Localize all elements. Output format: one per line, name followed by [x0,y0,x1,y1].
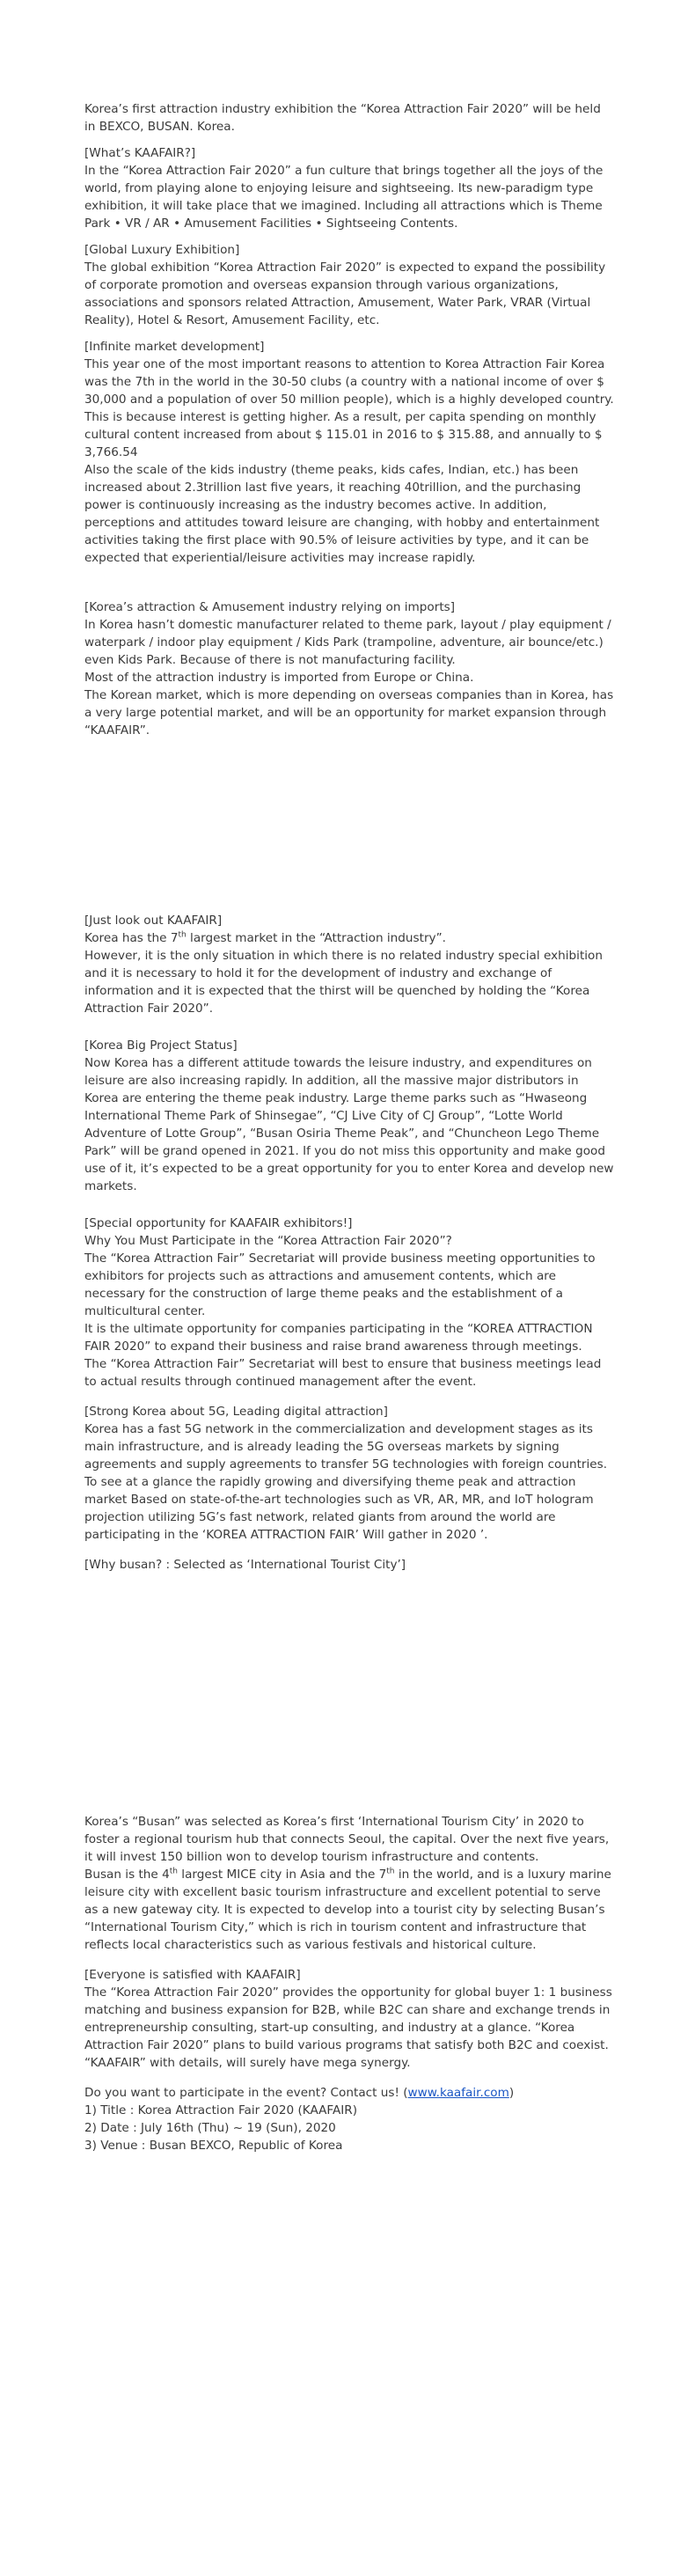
section-paragraph: “KAAFAIR” with details, will surely have mega synergy. [84,2056,411,2070]
website-link[interactable]: www.kaafair.com [407,2086,509,2100]
section-contact [84,2084,614,2154]
section-heading: [Why busan? : Selected as ‘International Tourist City’] [84,1558,406,1572]
section-market-development [84,338,614,567]
section-special-opportunity [84,1215,614,1391]
section-heading: [Korea Big Project Status] [84,1038,238,1053]
section-paragraph: This year one of the most important reasons to attention to Korea Attraction Fair Korea was the 7th in the world in the 30-50 clubs (a country with a national income of over $ 30,000 and a population of over 50 million people), which is a highly developed country. This is because interest is getting higher. As a result, per capita spending on monthly cultural content increased from about $ 115.01 in 2016 to $ 315.88, and annually to $ 3,766.54 [84,357,614,459]
section-why-busan [84,1556,614,1954]
section-paragraph: Now Korea has a different attitude towards the leisure industry, and expenditures on leisure are also increasing rapidly. In addition, all the massive major distributors in Korea are entering the theme peak industry. Large theme parks such as “Hwaseong International Theme Park of Shinsegae”, “CJ Live City of CJ Group”, “Lotte World Adventure of Lotte Group”, “Busan Osiria Theme Peak”, and “Chuncheon Lego Theme Park” will be grand opened in 2021. If you do not miss this opportunity and make good use of it, it’s expected to be a great opportunity for you to enter Korea and develop new markets. [84,1056,614,1193]
event-date-item: 2) Date : July 16th (Thu) ~ 19 (Sun), 2020 [84,2121,336,2135]
event-title-item: 1) Title : Korea Attraction Fair 2020 (KAAFAIR) [84,2103,358,2117]
section-paragraph: In the “Korea Attraction Fair 2020” a fun culture that brings together all the joys of the world, from playing alone to enjoying leisure and sightseeing. Its new-paradigm type exhibition, it will take place that we imagined. Including all attractions which is Theme Park • VR / AR • Amusement Facilities • Sightseeing Contents. [84,164,604,231]
section-paragraph: Why You Must Participate in the “Korea Attraction Fair 2020”? [84,1234,452,1248]
intro-paragraph: Korea’s first attraction industry exhibition the “Korea Attraction Fair 2020” will be held in BEXCO, BUSAN. Korea. [84,102,601,134]
section-paragraph: It is the ultimate opportunity for companies participating in the “KOREA ATTRACTION FAIR 2020” to expand their business and raise brand awareness through meetings. [84,1322,593,1354]
section-paragraph: The global exhibition “Korea Attraction Fair 2020” is expected to expand the possibility of corporate promotion and overseas expansion through various organizations, associations and sponsors related Attraction, Amusement, Water Park, VRAR (Virtual Reality), Hotel & Resort, Amusement Facility, etc. [84,261,606,327]
section-global-exhibition [84,241,614,329]
section-paragraph: The “Korea Attraction Fair” Secretariat will provide business meeting opportunities to exhibitors for projects such as attractions and amusement contents, which are necessary for the construction of large theme peaks and the establishment of a multicultural center. [84,1251,596,1318]
section-heading: [Global Luxury Exhibition] [84,243,240,257]
section-heading: [Infinite market development] [84,340,265,354]
image-placeholder [84,739,614,912]
contact-prompt: Do you want to participate in the event? Contact us! (www.kaafair.com) [84,2086,515,2100]
image-placeholder [84,1574,614,1813]
event-venue-item: 3) Venue : Busan BEXCO, Republic of Korea [84,2139,343,2153]
section-5g [84,1403,614,1544]
section-paragraph: Korea has a fast 5G network in the commercialization and development stages as its main infrastructure, and is already leading the 5G overseas markets by signing agreements and supply agreements to transfer 5G technologies with foreign countries. To see at a glance the rapidly growing and diversifying theme peak and attraction market Based on state-of-the-art technologies such as VR, AR, MR, and IoT hologram projection utilizing 5G’s fast network, related giants from around the world are participating in the ‘KOREA ATTRACTION FAIR’ Will gather in 2020 ’. [84,1422,608,1542]
section-look-out [84,912,614,1017]
section-imports [84,598,614,739]
section-paragraph: Korea has the 7th largest market in the “Attraction industry”. [84,930,446,945]
section-heading: [Everyone is satisfied with KAAFAIR] [84,1968,301,1982]
section-big-project [84,1037,614,1195]
section-heading: [Strong Korea about 5G, Leading digital attraction] [84,1405,388,1419]
section-whats-kaafair [84,144,614,232]
section-paragraph: Most of the attraction industry is imported from Europe or China. [84,671,474,685]
section-paragraph: The Korean market, which is more depending on overseas companies than in Korea, has a very large potential market, and will be an opportunity for market expansion through “KAAFAIR”. [84,688,614,738]
section-satisfied [84,1966,614,2072]
section-paragraph: However, it is the only situation in which there is no related industry special exhibition and it is necessary to hold it for the development of industry and exchange of information and it is expected that the thirst will be quenched by holding the “Korea Attraction Fair 2020”. [84,949,603,1016]
section-heading: [Just look out KAAFAIR] [84,914,223,928]
section-heading: [Korea’s attraction & Amusement industry relying on imports] [84,600,456,614]
section-paragraph: Also the scale of the kids industry (theme peaks, kids cafes, Indian, etc.) has been increased about 2.3trillion last five years, it reaching 40trillion, and the purchasing power is continuously increasing as the industry becomes active. In addition, perceptions and attitudes toward leisure are changing, with hobby and entertainment activities taking the first place with 90.5% of leisure activities by type, and it can be expected that experiential/leisure activities may increase rapidly. [84,463,600,565]
section-paragraph: The “Korea Attraction Fair 2020” provides the opportunity for global buyer 1: 1 business matching and business expansion for B2B, while B2C can share and exchange trends in entrepreneurship consulting, start-up consulting, and industry at a glance. “Korea Attraction Fair 2020” plans to build various programs that satisfy both B2C and coexist. [84,1985,612,2052]
section-paragraph: Busan is the 4th largest MICE city in Asia and the 7th in the world, and is a luxury marine leisure city with excellent basic tourism infrastructure and excellent potential to serve as a new gateway city. It is expected to develop into a tourist city by selecting Busan’s “International Tourism City,” which is rich in tourism content and infrastructure that reflects local characteristics such as various festivals and historical culture. [84,1867,611,1952]
article-body [84,100,614,2154]
section-paragraph: In Korea hasn’t domestic manufacturer related to theme park, layout / play equipment / waterpark / indoor play equipment / Kids Park (trampoline, adventure, air bounce/etc.) even Kids Park. Because of there is not manufacturing facility. [84,618,611,667]
section-heading: [Special opportunity for KAAFAIR exhibitors!] [84,1216,353,1230]
section-heading: [What’s KAAFAIR?] [84,146,196,160]
section-paragraph: Korea’s “Busan” was selected as Korea’s first ‘International Tourism City’ in 2020 to foster a regional tourism hub that connects Seoul, the capital. Over the next five years, it will invest 150 billion won to develop tourism infrastructure and contents. [84,1815,610,1864]
section-paragraph: The “Korea Attraction Fair” Secretariat will best to ensure that business meetings lead to actual results through continued management after the event. [84,1357,602,1389]
